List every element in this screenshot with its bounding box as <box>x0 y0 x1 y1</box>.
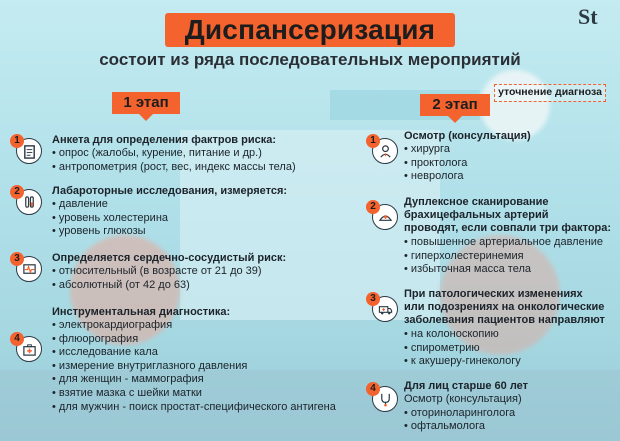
list-item: • уровень холестерина <box>52 212 168 226</box>
list-item: • хирурга <box>404 143 467 157</box>
st-logo: St <box>578 4 598 29</box>
list-item: • взятие мазка с шейки матки <box>52 387 336 401</box>
clarification-note: уточнение диагноза <box>494 84 606 102</box>
list-item: • для женщин - маммография <box>52 373 336 387</box>
list-item: • антропометрия (рост, вес, индекс массы тела) <box>52 161 296 175</box>
item-heading-line: или подозрениях на онкологические <box>404 301 605 313</box>
list-item: • невролога <box>404 170 467 184</box>
item-heading: Инструментальная диагностика: <box>52 306 231 318</box>
list-item: • на колоноскопию <box>404 328 521 342</box>
step-number: 2 <box>10 185 24 199</box>
list-item: • относительный (в возрасте от 21 до 39) <box>52 265 262 279</box>
item-heading-line: проводят, если совпали три фактора: <box>404 222 612 234</box>
item-heading-line: брахицефальных артерий <box>404 209 549 221</box>
item-heading-line: Дуплексное сканирование <box>404 196 549 208</box>
list-item: • электрокардиография <box>52 319 336 333</box>
step-number: 2 <box>366 200 380 214</box>
list-item: • избыточная масса тела <box>404 263 603 277</box>
item-heading: Для лиц старше 60 лет <box>404 380 529 392</box>
list-item: • оториноларинголога <box>404 407 522 421</box>
list-item: • абсолютный (от 42 до 63) <box>52 279 262 293</box>
stage-1-arrow-icon <box>139 114 153 121</box>
list-item: • к акушеру-гинекологу <box>404 355 521 369</box>
list-item: • проктолога <box>404 157 467 171</box>
list-item: • давление <box>52 198 168 212</box>
list-item: • для мужчин - поиск простат-специфического антигена <box>52 401 336 415</box>
stage-1-label: 1 этап <box>112 92 180 114</box>
list-item: • гиперхолестеринемия <box>404 250 603 264</box>
item-heading: Анкета для определения фактров риска: <box>52 134 276 146</box>
stage-2-label: 2 этап <box>420 94 490 116</box>
item-heading-line: заболевания пациентов направляют <box>404 314 605 326</box>
list-item: • исследование кала <box>52 346 336 360</box>
item-heading: Определяется сердечно-сосудистый риск: <box>52 252 287 264</box>
step-number: 3 <box>366 292 380 306</box>
page-title: Диспансеризация <box>165 13 455 47</box>
item-heading: Лабароторные исследования, измеряется: <box>52 185 288 197</box>
step-number: 1 <box>10 134 24 148</box>
item-heading-line: При патологических изменениях <box>404 288 583 300</box>
page-subtitle: состоит из ряда последовательных мероприятий <box>99 50 521 69</box>
list-item: • флюорография <box>52 333 336 347</box>
list-item: • спирометрию <box>404 342 521 356</box>
list-item: • офтальмолога <box>404 420 522 434</box>
list-item: • уровень глюкозы <box>52 225 168 239</box>
stage-2-arrow-icon <box>448 116 462 123</box>
item-heading: Осмотр (консультация) <box>404 130 531 142</box>
list-item: Осмотр (консультация) <box>404 393 522 405</box>
step-number: 4 <box>366 382 380 396</box>
step-number: 1 <box>366 134 380 148</box>
list-item: • повышенное артериальное давление <box>404 236 603 250</box>
list-item: • опрос (жалобы, курение, питание и др.) <box>52 147 296 161</box>
step-number: 4 <box>10 332 24 346</box>
step-number: 3 <box>10 252 24 266</box>
list-item: • измерение внутриглазного давления <box>52 360 336 374</box>
